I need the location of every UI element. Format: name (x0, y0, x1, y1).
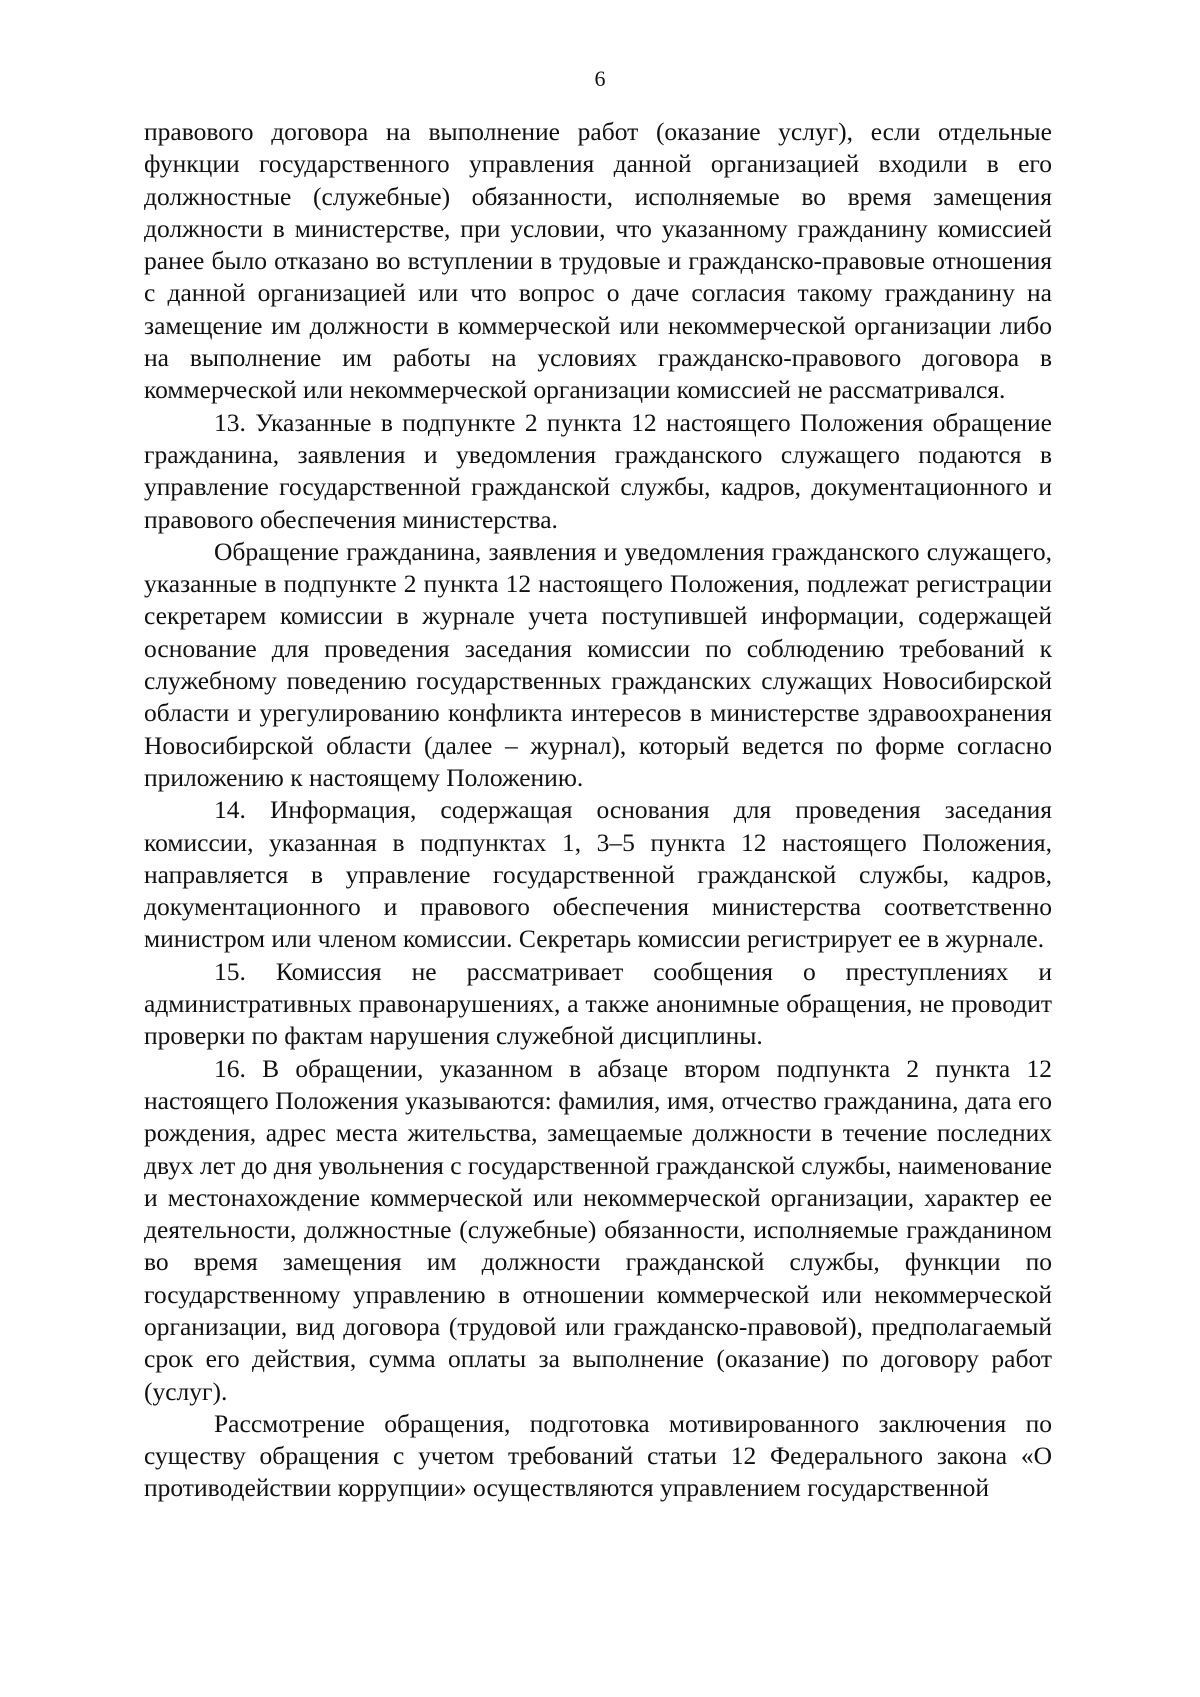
page-number: 6 (594, 66, 606, 91)
paragraph-item-15: 15. Комиссия не рассматривает сообщения о преступлениях и административных правонарушениях, а также анонимные обращения, не проводит проверки по фактам нарушения служебной дисциплины. (144, 956, 1052, 1051)
paragraph-continuation: правового договора на выполнение работ (оказание услуг), если отдельные функции государственного управления данной организацией входили в его должностные (служебные) обязанности, исполняемые во время замещения должности в министерстве, при условии, что указанному гражданину комиссией ранее было отказано во вступлении в трудовые и гражданско-правовые отношения с данной организацией или что вопрос о даче согласия такому гражданину на замещение им должности в коммерческой или некоммерческой организации либо на выполнение им работы на условиях гражданско-правового договора в коммерческой или некоммерческой организации комиссией не рассматривался. (144, 117, 1052, 405)
paragraph-item-13-registration: Обращение гражданина, заявления и уведомления гражданского служащего, указанные в подпункте 2 пункта 12 настоящего Положения, подлежат регистрации секретарем комиссии в журнале учета поступившей информации, содержащей основание для проведения заседания комиссии по соблюдению требований к служебному поведению государственных гражданских служащих Новосибирской области и урегулированию конфликта интересов в министерстве здравоохранения Новосибирской области (далее – журнал), который ведется по форме согласно приложению к настоящему Положению. (144, 536, 1052, 792)
paragraph-item-16: 16. В обращении, указанном в абзаце втором подпункта 2 пункта 12 настоящего Положения указываются: фамилия, имя, отчество гражданина, дата его рождения, адрес места жительства, замещаемые должности в течение последних двух лет до дня увольнения с государственной гражданской службы, наименование и местонахождение коммерческой или некоммерческой организации, характер ее деятельности, должностные (служебные) обязанности, исполняемые гражданином во время замещения им должности гражданской службы, функции по государственному управлению в отношении коммерческой или некоммерческой организации, вид договора (трудовой или гражданско-правовой), предполагаемый срок его действия, сумма оплаты за выполнение (оказание) по договору работ (услуг). (144, 1053, 1052, 1406)
document-body (144, 116, 1052, 1505)
paragraph-item-14: 14. Информация, содержащая основания для проведения заседания комиссии, указанная в подпунктах 1, 3–5 пункта 12 настоящего Положения, направляется в управление государственной гражданской службы, кадров, документационного и правового обеспечения министерства соответственно министром или членом комиссии. Секретарь комиссии регистрирует ее в журнале. (144, 795, 1052, 954)
paragraph-item-13: 13. Указанные в подпункте 2 пункта 12 настоящего Положения обращение гражданина, заявления и уведомления гражданского служащего подаются в управление государственной гражданской службы, кадров, документационного и правового обеспечения министерства. (144, 407, 1052, 534)
paragraph-item-16-consideration: Рассмотрение обращения, подготовка мотивированного заключения по существу обращения с учетом требований статьи 12 Федерального закона «О противодействии коррупции» осуществляются управлением государственной (144, 1408, 1052, 1503)
